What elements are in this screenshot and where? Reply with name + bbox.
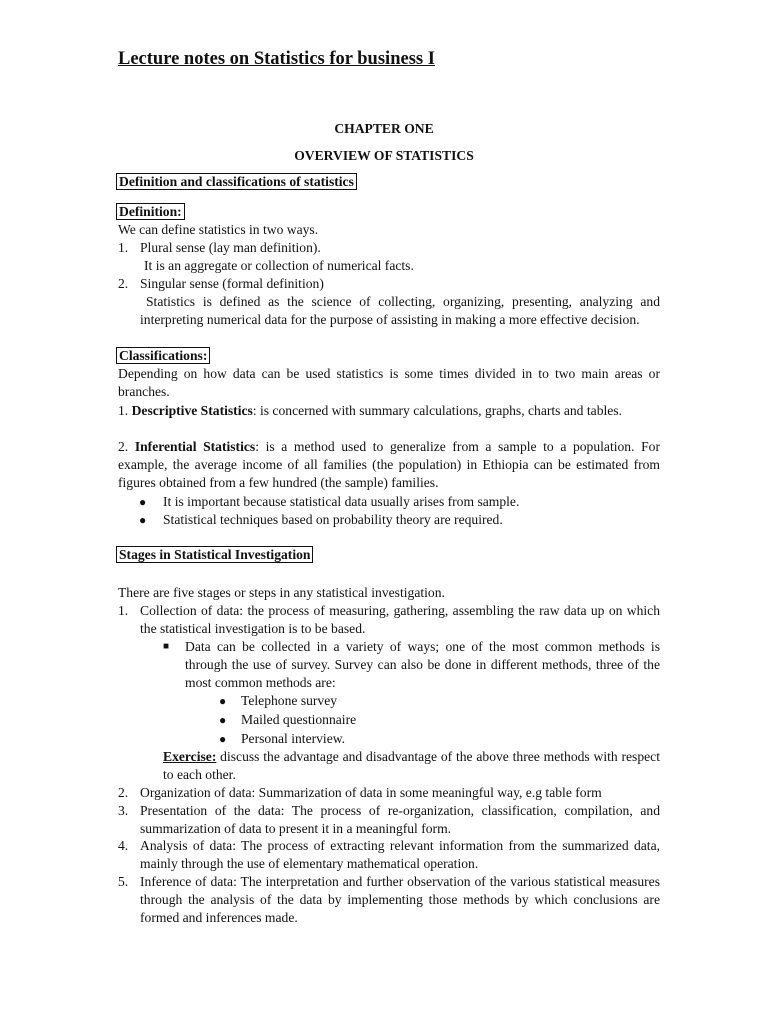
exercise-label: Exercise: [163,749,217,764]
classification-inferential: 2. Inferential Statistics: is a method used to generalize from a sample to a population. For example, the average income of all families (the population) in Ethiopia can be estimated from figures obtained from a few hundred (the sample) families. [118,439,660,491]
stage-text: Inference of data: The interpretation and further observation of the various statistical measures through the analysis of the data by implementing those methods by which conclusions are formed and inferences made. [140,874,660,926]
term-inferential: Inferential Statistics [134,439,256,454]
section-heading-text: Definition and classifications of statistics [116,173,357,190]
square-bullet-icon: ■ [163,641,170,652]
exercise-note: Exercise: discuss the advantage and disadvantage of the above three methods with respect to each other. [163,749,660,783]
bullet-item: Statistical techniques based on probability theory are required. [163,512,503,527]
classifications-heading: Classifications: [116,347,210,365]
stage-number: 5. [118,874,129,889]
bullet-dot-icon: ● [139,495,147,509]
stage-text: Analysis of data: The process of extracting relevant information from the summarized data, mainly through the use of elementary mathematical operation. [140,838,660,872]
stages-intro: There are five stages or steps in any statistical investigation. [118,585,445,600]
bullet-item: It is important because statistical data usually arises from sample. [163,494,520,509]
definition-intro: We can define statistics in two ways. [118,222,319,237]
bullet-dot-icon: ● [219,694,227,708]
definition-item-detail: Statistics is defined as the science of collecting, organizing, presenting, analyzing and interpreting numerical data for the purpose of assisting in making a more effective decision. [140,294,660,328]
stage-number: 4. [118,838,129,853]
definition-heading: Definition: [116,203,185,221]
chapter-title: OVERVIEW OF STATISTICS [294,148,474,163]
stage-text: Collection of data: the process of measuring, gathering, assembling the raw data up on which the statistical investigation is to be based. [140,603,660,637]
method-item: Mailed questionnaire [241,712,357,727]
definition-item-label: Singular sense (formal definition) [140,276,324,291]
stage-text: Organization of data: Summarization of data in some meaningful way, e.g table form [140,785,602,800]
definition-item-label: Plural sense (lay man definition). [140,240,321,255]
bullet-dot-icon: ● [139,513,147,527]
classification-descriptive: 1. Descriptive Statistics: is concerned with summary calculations, graphs, charts and tables. [118,403,622,418]
definition-item-detail: It is an aggregate or collection of numerical facts. [144,258,414,273]
stage-number: 1. [118,603,129,618]
section-heading-stages: Stages in Statistical Investigation [116,546,313,564]
document-title: Lecture notes on Statistics for business I [118,49,435,69]
bullet-dot-icon: ● [219,732,227,746]
section-heading-definitions [116,173,357,191]
classifications-intro: Depending on how data can be used statistics is some times divided in to two main areas or branches. [118,366,660,400]
definition-item-number: 1. [118,240,129,255]
sub-item-text: Data can be collected in a variety of ways; one of the most common methods is through the use of survey. Survey can also be done in different methods, three of the most common methods are: [185,639,660,691]
method-item: Telephone survey [241,693,338,708]
stage-text: Presentation of the data: The process of re-organization, classification, compilation, and summarization of data to present it in a meaningful form. [140,803,660,837]
bullet-dot-icon: ● [219,713,227,727]
stage-number: 3. [118,803,129,818]
stage-number: 2. [118,785,129,800]
chapter-label: CHAPTER ONE [334,121,434,136]
term-descriptive: Descriptive Statistics [131,403,253,418]
method-item: Personal interview. [241,731,346,746]
definition-item-number: 2. [118,276,129,291]
